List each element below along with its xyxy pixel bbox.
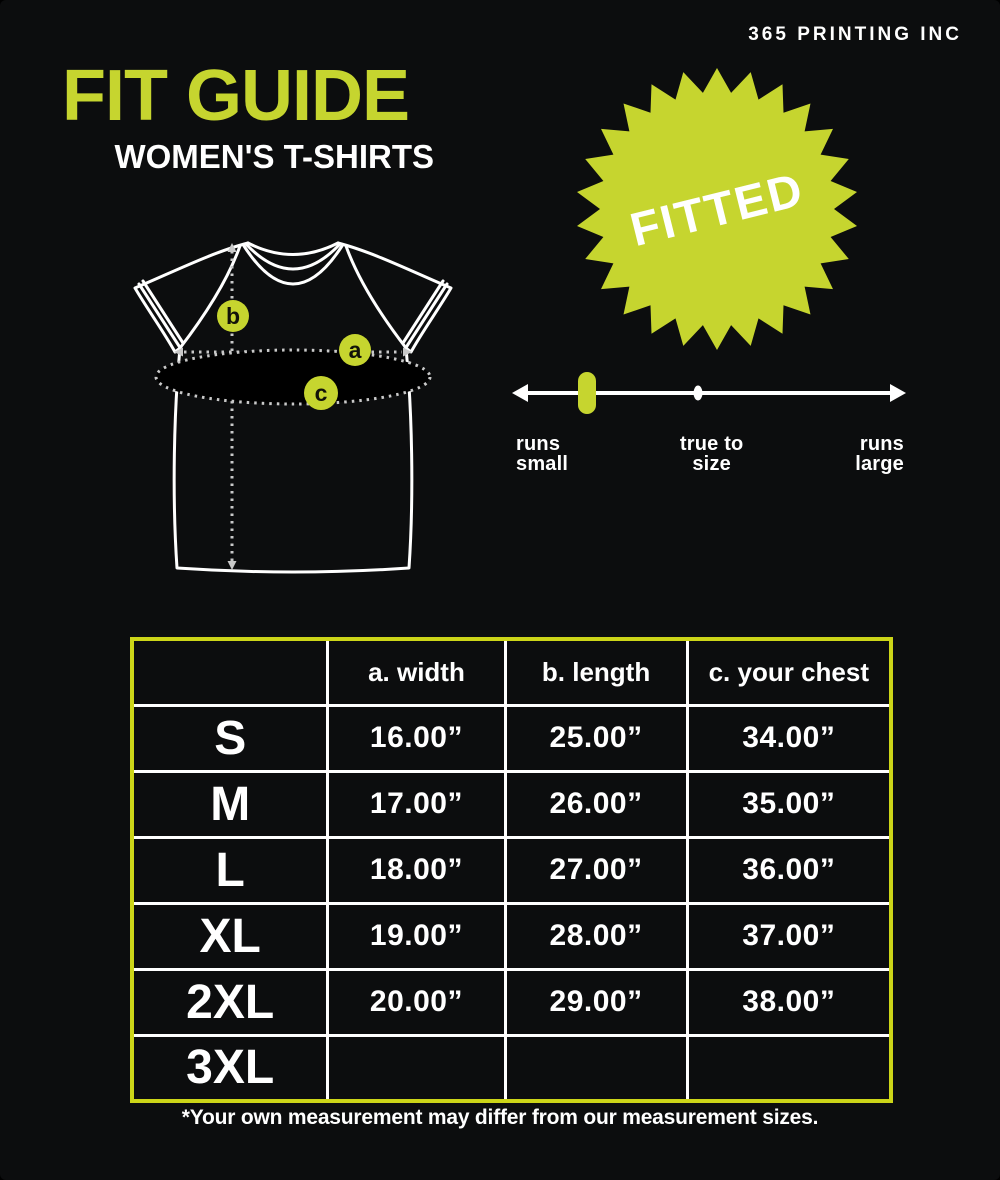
fit-scale bbox=[512, 370, 906, 480]
fitted-badge bbox=[557, 49, 877, 369]
header-width: a. width bbox=[328, 639, 505, 705]
right-sleeve-hem-line bbox=[407, 284, 447, 346]
table-row bbox=[132, 771, 891, 837]
length-arrow-down-icon bbox=[228, 561, 237, 570]
chest-value: 38.00” bbox=[687, 969, 891, 1035]
marker-b-label: b bbox=[225, 303, 241, 329]
badge-label: FITTED bbox=[624, 161, 810, 257]
true-to-size-dot bbox=[694, 386, 703, 401]
collar-band-inner bbox=[244, 246, 342, 284]
page-title: FIT GUIDE bbox=[62, 56, 409, 136]
marker-a-label: a bbox=[348, 337, 362, 363]
width-value: 17.00” bbox=[328, 771, 505, 837]
scale-label-true-to-size: true to size bbox=[679, 433, 744, 475]
scale-arrow-right-icon bbox=[890, 384, 906, 402]
length-value: 27.00” bbox=[505, 837, 687, 903]
header-chest: c. your chest bbox=[687, 639, 891, 705]
table-row bbox=[132, 903, 891, 969]
size-label: XL bbox=[132, 903, 328, 969]
scale-label-runs-small: runs small bbox=[516, 433, 569, 475]
tshirt-outline bbox=[135, 243, 451, 572]
length-value bbox=[505, 1035, 687, 1101]
chest-value: 35.00” bbox=[687, 771, 891, 837]
width-value: 16.00” bbox=[328, 705, 505, 771]
scale-label-runs-large: runs large bbox=[855, 433, 904, 475]
table-header-row bbox=[132, 639, 891, 705]
width-value: 18.00” bbox=[328, 837, 505, 903]
chest-value: 37.00” bbox=[687, 903, 891, 969]
table-row bbox=[132, 837, 891, 903]
header-length: b. length bbox=[505, 639, 687, 705]
title-block bbox=[62, 56, 434, 175]
size-label: 3XL bbox=[132, 1035, 328, 1101]
chest-value: 36.00” bbox=[687, 837, 891, 903]
size-label: 2XL bbox=[132, 969, 328, 1035]
length-value: 29.00” bbox=[505, 969, 687, 1035]
fit-indicator-marker bbox=[578, 372, 596, 414]
chest-value bbox=[687, 1035, 891, 1101]
marker-c-label: c bbox=[314, 380, 328, 406]
size-label: M bbox=[132, 771, 328, 837]
chest-value: 34.00” bbox=[687, 705, 891, 771]
collar-outline bbox=[248, 243, 338, 255]
width-value bbox=[328, 1035, 505, 1101]
page-subtitle: WOMEN'S T-SHIRTS bbox=[114, 138, 434, 175]
right-armhole-seam bbox=[346, 246, 406, 348]
table-row bbox=[132, 969, 891, 1035]
left-sleeve-hem-line bbox=[139, 284, 179, 346]
header-empty bbox=[132, 639, 328, 705]
measurement-disclaimer: *Your own measurement may differ from our measurement sizes. bbox=[181, 1106, 819, 1129]
size-label: S bbox=[132, 705, 328, 771]
width-value: 19.00” bbox=[328, 903, 505, 969]
length-value: 26.00” bbox=[505, 771, 687, 837]
scale-labels bbox=[512, 434, 906, 474]
chest-measure-ellipse bbox=[156, 350, 430, 404]
length-value: 28.00” bbox=[505, 903, 687, 969]
table-row bbox=[132, 705, 891, 771]
size-chart-table bbox=[130, 637, 893, 1103]
width-value: 20.00” bbox=[328, 969, 505, 1035]
tshirt-measurement-diagram bbox=[128, 230, 458, 580]
length-value: 25.00” bbox=[505, 705, 687, 771]
brand-name: 365 PRINTING INC bbox=[748, 24, 962, 45]
scale-arrow-left-icon bbox=[512, 384, 528, 402]
size-label: L bbox=[132, 837, 328, 903]
table-row bbox=[132, 1035, 891, 1101]
